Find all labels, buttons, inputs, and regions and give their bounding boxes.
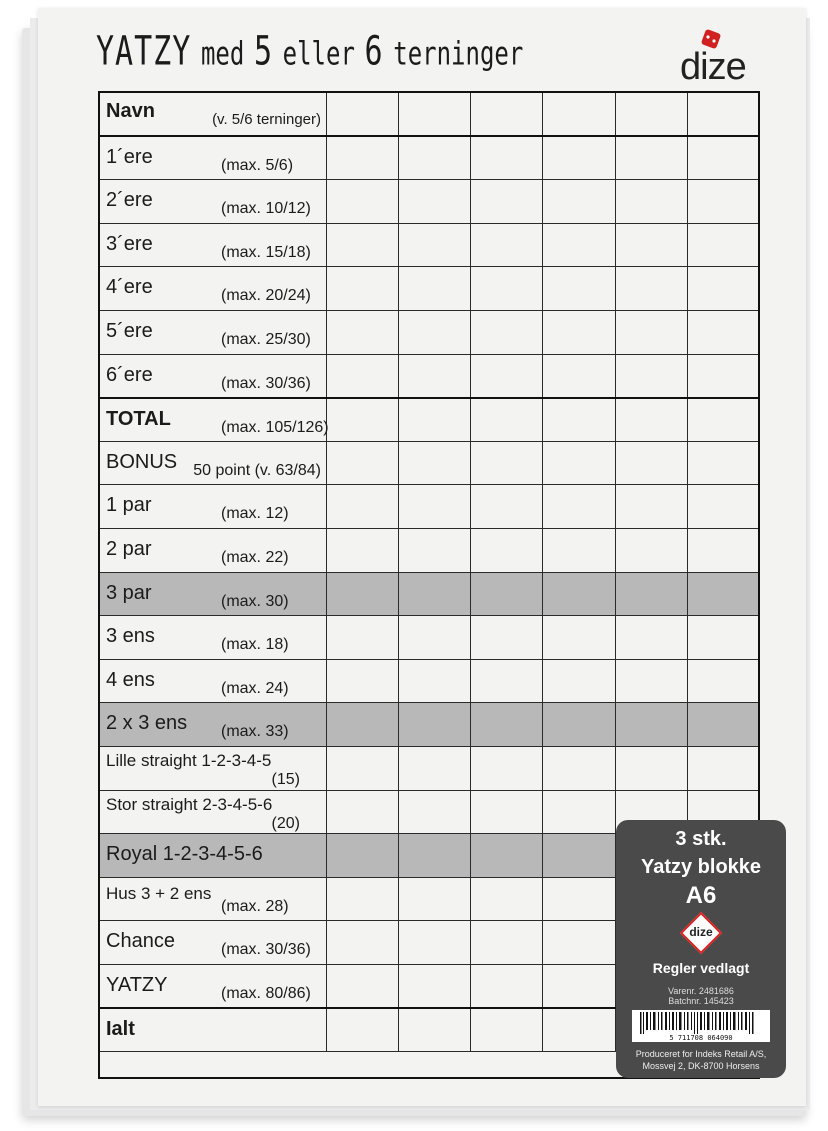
barcode-digits: 5 711708 064090 bbox=[669, 1034, 733, 1042]
score-cell[interactable] bbox=[399, 398, 471, 442]
score-cell[interactable] bbox=[543, 223, 615, 267]
score-cell[interactable] bbox=[543, 180, 615, 224]
row-name: 5´ere bbox=[106, 319, 153, 342]
row-name: Hus 3 + 2 ens bbox=[106, 883, 212, 903]
score-cell[interactable] bbox=[543, 354, 615, 398]
score-cell[interactable] bbox=[687, 703, 759, 747]
score-cell[interactable] bbox=[471, 267, 543, 311]
score-cell[interactable] bbox=[687, 441, 759, 485]
score-cell[interactable] bbox=[615, 441, 687, 485]
score-cell[interactable] bbox=[471, 921, 543, 965]
score-cell[interactable] bbox=[543, 790, 615, 834]
row-label-cell bbox=[100, 136, 327, 180]
score-cell[interactable] bbox=[687, 659, 759, 703]
score-cell[interactable] bbox=[399, 267, 471, 311]
score-cell[interactable] bbox=[615, 180, 687, 224]
batchnr: Batchnr. 145423 bbox=[668, 996, 734, 1006]
score-cell[interactable] bbox=[399, 1008, 471, 1052]
score-cell[interactable] bbox=[399, 180, 471, 224]
row-max: (v. 5/6 terninger) bbox=[212, 111, 321, 128]
score-cell[interactable] bbox=[615, 354, 687, 398]
row-name: Royal 1-2-3-4-5-6 bbox=[106, 843, 263, 866]
score-cell[interactable] bbox=[399, 572, 471, 616]
score-cell[interactable] bbox=[471, 223, 543, 267]
score-row bbox=[100, 180, 760, 224]
sticker-producer bbox=[620, 1048, 782, 1072]
score-cell[interactable] bbox=[471, 485, 543, 529]
row-label-cell bbox=[100, 877, 327, 921]
score-cell[interactable] bbox=[399, 441, 471, 485]
row-max: (max. 18) bbox=[221, 636, 289, 654]
title-med: med bbox=[200, 34, 245, 73]
row-label-cell bbox=[100, 180, 327, 224]
score-cell[interactable] bbox=[471, 441, 543, 485]
score-cell[interactable] bbox=[327, 659, 399, 703]
row-max: (15) bbox=[271, 770, 300, 788]
score-cell[interactable] bbox=[471, 834, 543, 878]
score-cell[interactable] bbox=[687, 572, 759, 616]
score-cell[interactable] bbox=[543, 964, 615, 1008]
score-cell[interactable] bbox=[399, 834, 471, 878]
row-name: 1 par bbox=[106, 494, 152, 517]
score-cell[interactable] bbox=[543, 703, 615, 747]
score-cell[interactable] bbox=[399, 703, 471, 747]
row-max: 50 point (v. 63/84) bbox=[193, 461, 321, 479]
score-cell[interactable] bbox=[327, 485, 399, 529]
title-6: 6 bbox=[364, 28, 384, 76]
score-cell[interactable] bbox=[399, 921, 471, 965]
score-cell[interactable] bbox=[327, 1008, 399, 1052]
score-cell[interactable] bbox=[687, 93, 759, 137]
product-sticker bbox=[616, 820, 786, 1078]
score-cell[interactable] bbox=[399, 964, 471, 1008]
row-max: (max. 105/126) bbox=[221, 418, 329, 436]
row-max: (max. 30/36) bbox=[221, 374, 311, 392]
score-cell[interactable] bbox=[399, 746, 471, 790]
row-name: 1´ere bbox=[106, 146, 153, 169]
row-label-cell bbox=[100, 398, 327, 442]
score-cell[interactable] bbox=[327, 877, 399, 921]
score-cell[interactable] bbox=[543, 93, 615, 137]
score-cell[interactable] bbox=[687, 180, 759, 224]
row-label-cell bbox=[100, 441, 327, 485]
score-cell[interactable] bbox=[327, 223, 399, 267]
row-name: Chance bbox=[106, 930, 175, 953]
score-cell[interactable] bbox=[471, 877, 543, 921]
score-cell[interactable] bbox=[327, 267, 399, 311]
row-label-cell bbox=[100, 310, 327, 354]
row-max: (max. 12) bbox=[221, 505, 289, 523]
row-name: 4 ens bbox=[106, 668, 155, 691]
row-max: (max. 28) bbox=[221, 897, 289, 915]
score-cell[interactable] bbox=[399, 136, 471, 180]
score-cell[interactable] bbox=[615, 310, 687, 354]
row-name: 2 x 3 ens bbox=[106, 712, 188, 735]
score-row bbox=[100, 572, 760, 616]
score-row bbox=[100, 267, 760, 311]
score-cell[interactable] bbox=[543, 267, 615, 311]
score-cell[interactable] bbox=[687, 223, 759, 267]
row-name: YATZY bbox=[106, 973, 168, 996]
score-cell[interactable] bbox=[687, 485, 759, 529]
row-label-cell bbox=[100, 703, 327, 747]
score-cell[interactable] bbox=[471, 136, 543, 180]
sticker-count: 3 stk. bbox=[675, 828, 727, 850]
score-cell[interactable] bbox=[615, 616, 687, 660]
score-cell[interactable] bbox=[327, 398, 399, 442]
score-cell[interactable] bbox=[687, 746, 759, 790]
row-max: (max. 10/12) bbox=[221, 200, 311, 218]
score-cell[interactable] bbox=[327, 790, 399, 834]
row-name: 3 ens bbox=[106, 625, 155, 648]
title-yatzy: YATZY bbox=[96, 28, 192, 76]
score-cell[interactable] bbox=[543, 572, 615, 616]
score-row bbox=[100, 310, 760, 354]
score-row bbox=[100, 703, 760, 747]
score-cell[interactable] bbox=[543, 310, 615, 354]
score-cell[interactable] bbox=[543, 921, 615, 965]
row-max: (max. 15/18) bbox=[221, 243, 311, 261]
score-cell[interactable] bbox=[543, 441, 615, 485]
score-cell[interactable] bbox=[327, 310, 399, 354]
score-cell[interactable] bbox=[471, 964, 543, 1008]
score-cell[interactable] bbox=[471, 310, 543, 354]
score-row bbox=[100, 223, 760, 267]
row-label-cell bbox=[100, 921, 327, 965]
score-cell[interactable] bbox=[471, 659, 543, 703]
score-cell[interactable] bbox=[687, 398, 759, 442]
score-cell[interactable] bbox=[543, 485, 615, 529]
sticker-rules: Regler vedlagt bbox=[652, 960, 750, 976]
producer-line-1: Produceret for Indeks Retail A/S, bbox=[635, 1049, 767, 1059]
row-name: Lille straight 1-2-3-4-5 bbox=[106, 750, 272, 770]
score-cell[interactable] bbox=[687, 528, 759, 572]
score-cell[interactable] bbox=[327, 136, 399, 180]
score-cell[interactable] bbox=[687, 310, 759, 354]
score-cell[interactable] bbox=[399, 528, 471, 572]
score-cell[interactable] bbox=[399, 790, 471, 834]
row-name: 3 par bbox=[106, 581, 152, 604]
varenr: Varenr. 2481686 bbox=[668, 986, 734, 996]
dize-logo bbox=[680, 28, 760, 86]
score-cell[interactable] bbox=[471, 93, 543, 137]
row-max: (max. 30) bbox=[221, 592, 289, 610]
score-cell[interactable] bbox=[471, 703, 543, 747]
score-row bbox=[100, 659, 760, 703]
row-max: (max. 20/24) bbox=[221, 287, 311, 305]
score-cell[interactable] bbox=[543, 746, 615, 790]
row-label-cell bbox=[100, 354, 327, 398]
score-cell[interactable] bbox=[687, 354, 759, 398]
row-name: Stor straight 2-3-4-5-6 bbox=[106, 794, 273, 814]
score-cell[interactable] bbox=[471, 616, 543, 660]
row-label-cell bbox=[100, 485, 327, 529]
score-cell[interactable] bbox=[399, 354, 471, 398]
score-cell[interactable] bbox=[543, 136, 615, 180]
score-cell[interactable] bbox=[327, 93, 399, 137]
score-cell[interactable] bbox=[471, 398, 543, 442]
title-terninger: terninger bbox=[393, 34, 524, 73]
score-cell[interactable] bbox=[471, 354, 543, 398]
score-cell[interactable] bbox=[327, 616, 399, 660]
score-cell[interactable] bbox=[399, 877, 471, 921]
score-cell[interactable] bbox=[615, 572, 687, 616]
barcode bbox=[632, 1010, 770, 1042]
score-row bbox=[100, 441, 760, 485]
score-cell[interactable] bbox=[471, 746, 543, 790]
row-label-cell bbox=[100, 659, 327, 703]
sticker-size: A6 bbox=[685, 882, 717, 909]
score-cell[interactable] bbox=[543, 877, 615, 921]
score-cell[interactable] bbox=[471, 180, 543, 224]
score-cell[interactable] bbox=[327, 528, 399, 572]
row-name: TOTAL bbox=[106, 407, 171, 430]
title-5: 5 bbox=[253, 28, 274, 76]
score-row bbox=[100, 398, 760, 442]
score-cell[interactable] bbox=[327, 746, 399, 790]
row-max: (max. 22) bbox=[221, 548, 289, 566]
row-label-cell bbox=[100, 746, 327, 790]
score-cell[interactable] bbox=[399, 93, 471, 137]
row-name: 4´ere bbox=[106, 276, 153, 299]
sticker-numbers bbox=[616, 986, 786, 1006]
score-cell[interactable] bbox=[615, 398, 687, 442]
row-label-cell bbox=[100, 1008, 327, 1052]
score-row bbox=[100, 136, 760, 180]
score-cell[interactable] bbox=[327, 703, 399, 747]
score-cell[interactable] bbox=[327, 354, 399, 398]
row-name: BONUS bbox=[106, 450, 178, 473]
row-label-cell bbox=[100, 790, 327, 834]
row-max: (max. 5/6) bbox=[221, 157, 294, 175]
sticker-product: Yatzy blokke bbox=[640, 856, 762, 878]
score-cell[interactable] bbox=[471, 790, 543, 834]
row-name: 6´ere bbox=[106, 363, 153, 386]
score-cell[interactable] bbox=[687, 136, 759, 180]
row-max: (max. 30/36) bbox=[221, 941, 311, 959]
score-cell[interactable] bbox=[327, 834, 399, 878]
score-cell[interactable] bbox=[543, 659, 615, 703]
row-max: (20) bbox=[271, 814, 300, 832]
score-cell[interactable] bbox=[543, 616, 615, 660]
score-cell[interactable] bbox=[327, 921, 399, 965]
row-label-cell bbox=[100, 528, 327, 572]
producer-line-2: Mossvej 2, DK-8700 Horsens bbox=[642, 1061, 760, 1071]
score-cell[interactable] bbox=[615, 267, 687, 311]
row-label-cell bbox=[100, 834, 327, 878]
logo-text: dize bbox=[680, 46, 746, 88]
row-max: (max. 24) bbox=[221, 679, 289, 697]
row-name: 2 par bbox=[106, 537, 152, 560]
row-label-cell bbox=[100, 223, 327, 267]
score-cell[interactable] bbox=[687, 267, 759, 311]
row-max: (max. 33) bbox=[221, 723, 289, 741]
title-eller: eller bbox=[282, 34, 355, 73]
score-row bbox=[100, 616, 760, 660]
score-cell[interactable] bbox=[327, 180, 399, 224]
score-cell[interactable] bbox=[615, 223, 687, 267]
score-cell[interactable] bbox=[327, 572, 399, 616]
score-cell[interactable] bbox=[399, 310, 471, 354]
row-label-cell bbox=[100, 267, 327, 311]
score-cell[interactable] bbox=[543, 398, 615, 442]
row-max: (max. 80/86) bbox=[221, 984, 311, 1002]
score-cell[interactable] bbox=[399, 616, 471, 660]
row-label-cell bbox=[100, 616, 327, 660]
score-cell[interactable] bbox=[471, 528, 543, 572]
score-row bbox=[100, 485, 760, 529]
score-row bbox=[100, 354, 760, 398]
score-cell[interactable] bbox=[543, 528, 615, 572]
score-cell[interactable] bbox=[615, 93, 687, 137]
sticker-logo-text: dize bbox=[689, 925, 713, 939]
score-cell[interactable] bbox=[687, 616, 759, 660]
barcode-icon bbox=[632, 1010, 770, 1042]
score-cell[interactable] bbox=[399, 659, 471, 703]
row-name: Navn bbox=[106, 100, 155, 122]
score-cell[interactable] bbox=[615, 136, 687, 180]
row-name: 3´ere bbox=[106, 232, 153, 255]
score-cell[interactable] bbox=[399, 223, 471, 267]
row-label-cell bbox=[100, 93, 327, 137]
row-max: (max. 25/30) bbox=[221, 330, 311, 348]
row-label-cell bbox=[100, 964, 327, 1008]
row-name: Ialt bbox=[106, 1017, 135, 1040]
score-cell[interactable] bbox=[615, 659, 687, 703]
score-cell[interactable] bbox=[399, 485, 471, 529]
score-cell[interactable] bbox=[327, 964, 399, 1008]
score-cell[interactable] bbox=[543, 834, 615, 878]
score-cell[interactable] bbox=[327, 441, 399, 485]
score-cell[interactable] bbox=[615, 485, 687, 529]
score-cell[interactable] bbox=[471, 1008, 543, 1052]
score-cell[interactable] bbox=[471, 572, 543, 616]
row-label-cell bbox=[100, 572, 327, 616]
score-cell[interactable] bbox=[543, 1008, 615, 1052]
score-row bbox=[100, 93, 760, 137]
score-row bbox=[100, 528, 760, 572]
score-cell[interactable] bbox=[615, 703, 687, 747]
row-name: 2´ere bbox=[106, 189, 153, 212]
score-row bbox=[100, 746, 760, 790]
score-cell[interactable] bbox=[615, 746, 687, 790]
score-cell[interactable] bbox=[615, 528, 687, 572]
